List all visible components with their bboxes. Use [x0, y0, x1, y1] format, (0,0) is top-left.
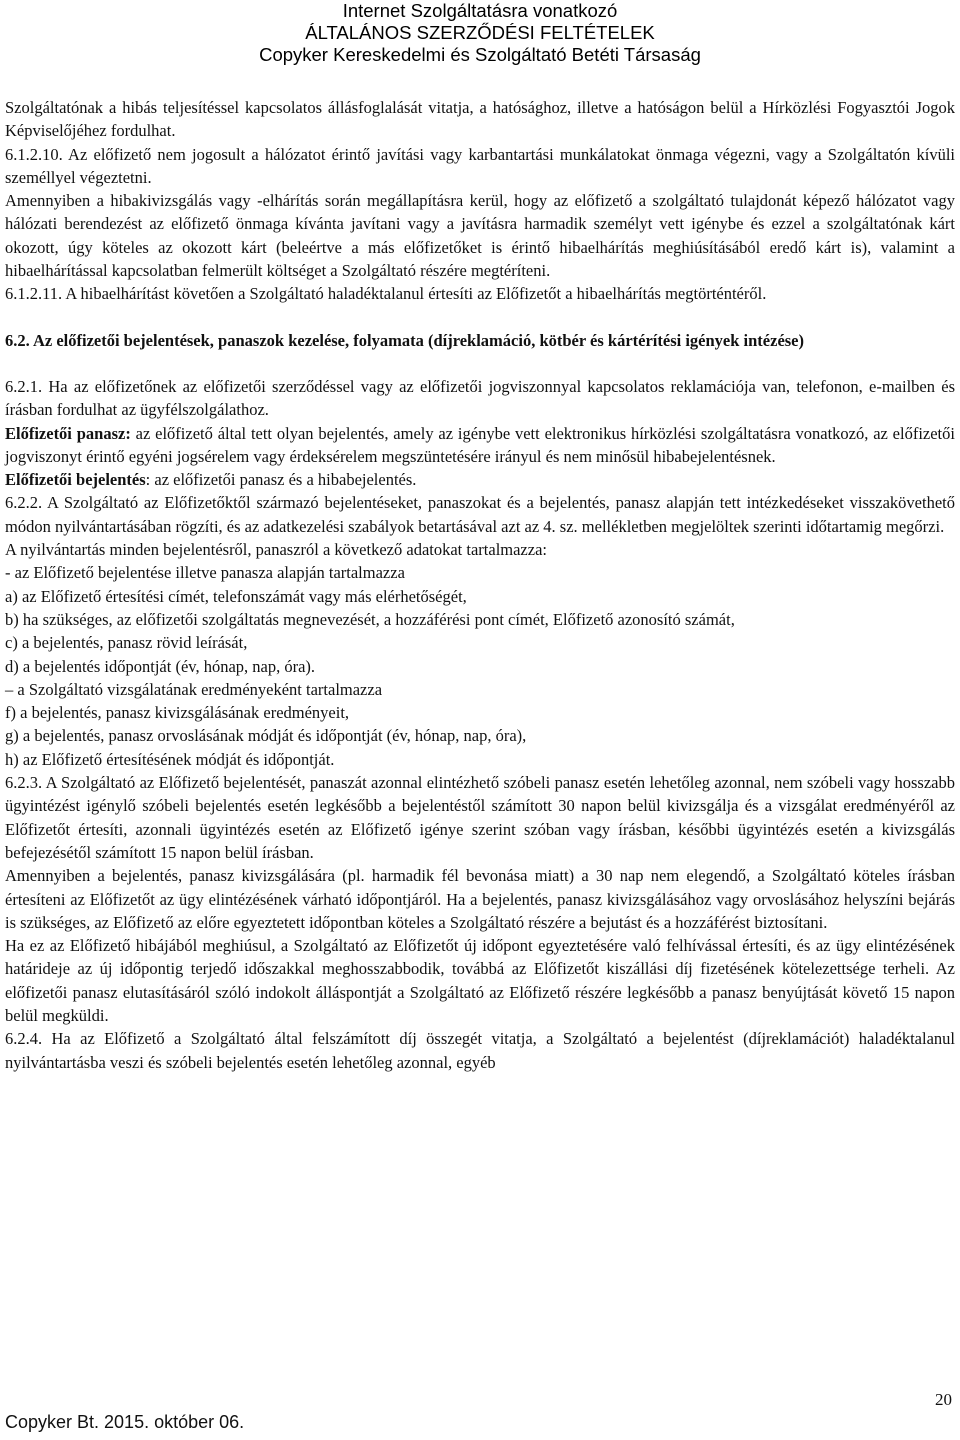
document-header	[0, 0, 960, 66]
list-item: f) a bejelentés, panasz kivizsgálásának eredményeit,	[5, 703, 350, 723]
term-label: Előfizetői panasz:	[5, 423, 131, 443]
list-item: d) a bejelentés időpontját (év, hónap, nap, óra).	[5, 656, 316, 676]
footer-date: Copyker Bt. 2015. október 06.	[5, 1412, 245, 1432]
header-subtitle: ÁLTALÁNOS SZERZŐDÉSI FELTÉTELEK	[305, 22, 655, 43]
term-label: Előfizetői bejelentés	[5, 470, 146, 490]
page-number: 20	[935, 1390, 952, 1409]
header-title: Internet Szolgáltatásra vonatkozó	[342, 0, 618, 21]
header-company: Copyker Kereskedelmi és Szolgáltató Betéti Társaság	[259, 44, 701, 65]
paragraph: 6.2.2. A Szolgáltató az Előfizetőktől származó bejelentéseket, panaszokat és a bejelentés, panasz alapján tett intézkedéseket visszakövethető módon nyilvántartásában rögzíti, és az adatkezelési szabályok betartásával azt az 4. sz. mellékletben megjelöltek szerinti időtartamig megőrzi.	[5, 493, 955, 536]
paragraph	[5, 422, 955, 469]
paragraph: 6.2.3. A Szolgáltató az Előfizető bejelentését, panaszát azonnal elintézhető szóbeli panasz esetén lehetőleg azonnal, nem szóbeli vagy hosszabb ügyintézést igénylő szóbeli bejelentés esetén legkésőbb a bejelentéstől számított 30 napon belül kivizsgálja és a vizsgálat eredményéről az Előfizetőt értesíti, azonnali ügyintézés esetén az Előfizető igénye szerint szóban vagy írásban, későbbi ügyintézés esetén a kivizsgálás befejezésétől számított 15 napon belül írásban.	[5, 773, 955, 862]
paragraph	[5, 468, 955, 491]
term-definition: az előfizető által tett olyan bejelentés, amely az igénybe vett elektronikus hírközlési szolgáltatásra vonatkozó, az előfizetői jogviszonyt érintő egyéni jogsérelem vagy érdeksérelem megszüntetésére irányul és nem minősül hibabejelentésnek.	[5, 423, 955, 466]
term-definition: : az előfizetői panasz és a hibabejelentés.	[145, 470, 417, 490]
paragraph: Szolgáltatónak a hibás teljesítéssel kapcsolatos állásfoglalását vitatja, a hatósághoz, illetve a hatóságon belül a Hírközlési Fogyasztói Jogok Képviselőjéhez fordulhat.	[5, 98, 955, 141]
paragraph: A nyilvántartás minden bejelentésről, panaszról a következő adatokat tartalmazza:	[5, 540, 547, 560]
list-item: a) az Előfizető értesítési címét, telefonszámát vagy más elérhetőségét,	[5, 586, 467, 606]
paragraph: 6.1.2.11. A hibaelhárítást követően a Szolgáltató haladéktalanul értesíti az Előfizetőt a hibaelhárítás megtörténtéről.	[5, 284, 767, 304]
paragraph: 6.2.4. Ha az Előfizető a Szolgáltató által felszámított díj összegét vitatja, a Szolgáltató a bejelentést (díjreklamációt) haladéktalanul nyilvántartásba veszi és szóbeli bejelentés esetén lehetőleg azonnal, egyéb	[5, 1029, 955, 1072]
paragraph: Amennyiben a bejelentés, panasz kivizsgálására (pl. harmadik fél bevonása miatt) a 30 nap nem elegendő, a Szolgáltató köteles írásban értesíteni az Előfizetőt az ügy elintézésének várható időpontjáról. Ha a bejelentés, panasz kivizsgálásához vagy orvoslásához helyszíni bejárás is szükséges, az Előfizető az előre egyeztetett időpontban köteles a Szolgáltató részére a bejutást és a hozzáférést biztosítani.	[5, 866, 955, 932]
list-item: c) a bejelentés, panasz rövid leírását,	[5, 633, 248, 653]
document-body	[5, 96, 955, 1074]
paragraph: Ha ez az Előfizető hibájából meghiúsul, a Szolgáltató az Előfizetőt új időpont egyeztetésére való felhívással értesíti, és az ügy elintézésének határideje az új időpontig terjedő időszakkal meghosszabbodik, továbbá az Előfizetőt kiszállási díj fizetésének kötelezettsége terheli. Az előfizetői panasz elutasításáról szóló indokolt álláspontját a Szolgáltató az Előfizető részére legkésőbb a panasz benyújtását követő 15 napon belül megküldi.	[5, 936, 955, 1025]
paragraph: Amennyiben a hibakivizsgálás vagy -elhárítás során megállapításra kerül, hogy az előfizető a szolgáltató tulajdonát képező hálózatot vagy hálózati berendezést az előfizető önmaga kívánta javítani vagy a javításra harmadik személyt vett igénybe és ezzel a szolgáltatónak kárt okozott, úgy köteles az okozott kárt (beleértve a más előfizetőket is érintő hibaelhárítás meghiúsításából eredő kárt is), valamint a hibaelhárítással kapcsolatban felmerült költséget a Szolgáltató részére megtéríteni.	[5, 191, 955, 281]
paragraph: 6.2.1. Ha az előfizetőnek az előfizetői szerződéssel vagy az előfizetői jogviszonnyal kapcsolatos reklamációja van, telefonon, e-mailben és írásban fordulhat az ügyfélszolgálathoz.	[5, 376, 955, 420]
list-item: – a Szolgáltató vizsgálatának eredményeként tartalmazza	[5, 679, 383, 699]
list-item: b) ha szükséges, az előfizetői szolgáltatás megnevezését, a hozzáférési pont címét, Előfizető azonosító számát,	[5, 609, 735, 629]
paragraph: 6.1.2.10. Az előfizető nem jogosult a hálózatot érintő javítási vagy karbantartási munkálatokat önmaga végezni, vagy a Szolgáltatón kívüli személlyel végeztetni.	[5, 144, 955, 187]
list-item: - az Előfizető bejelentése illetve panasza alapján tartalmazza	[5, 563, 405, 583]
section-heading: 6.2. Az előfizetői bejelentések, panaszok kezelése, folyamata (díjreklamáció, kötbér és kártérítési igények intézése)	[5, 330, 805, 350]
list-item: h) az Előfizető értesítésének módját és időpontját.	[5, 749, 335, 769]
list-item: g) a bejelentés, panasz orvoslásának módját és időpontját (év, hónap, nap, óra),	[5, 726, 527, 746]
